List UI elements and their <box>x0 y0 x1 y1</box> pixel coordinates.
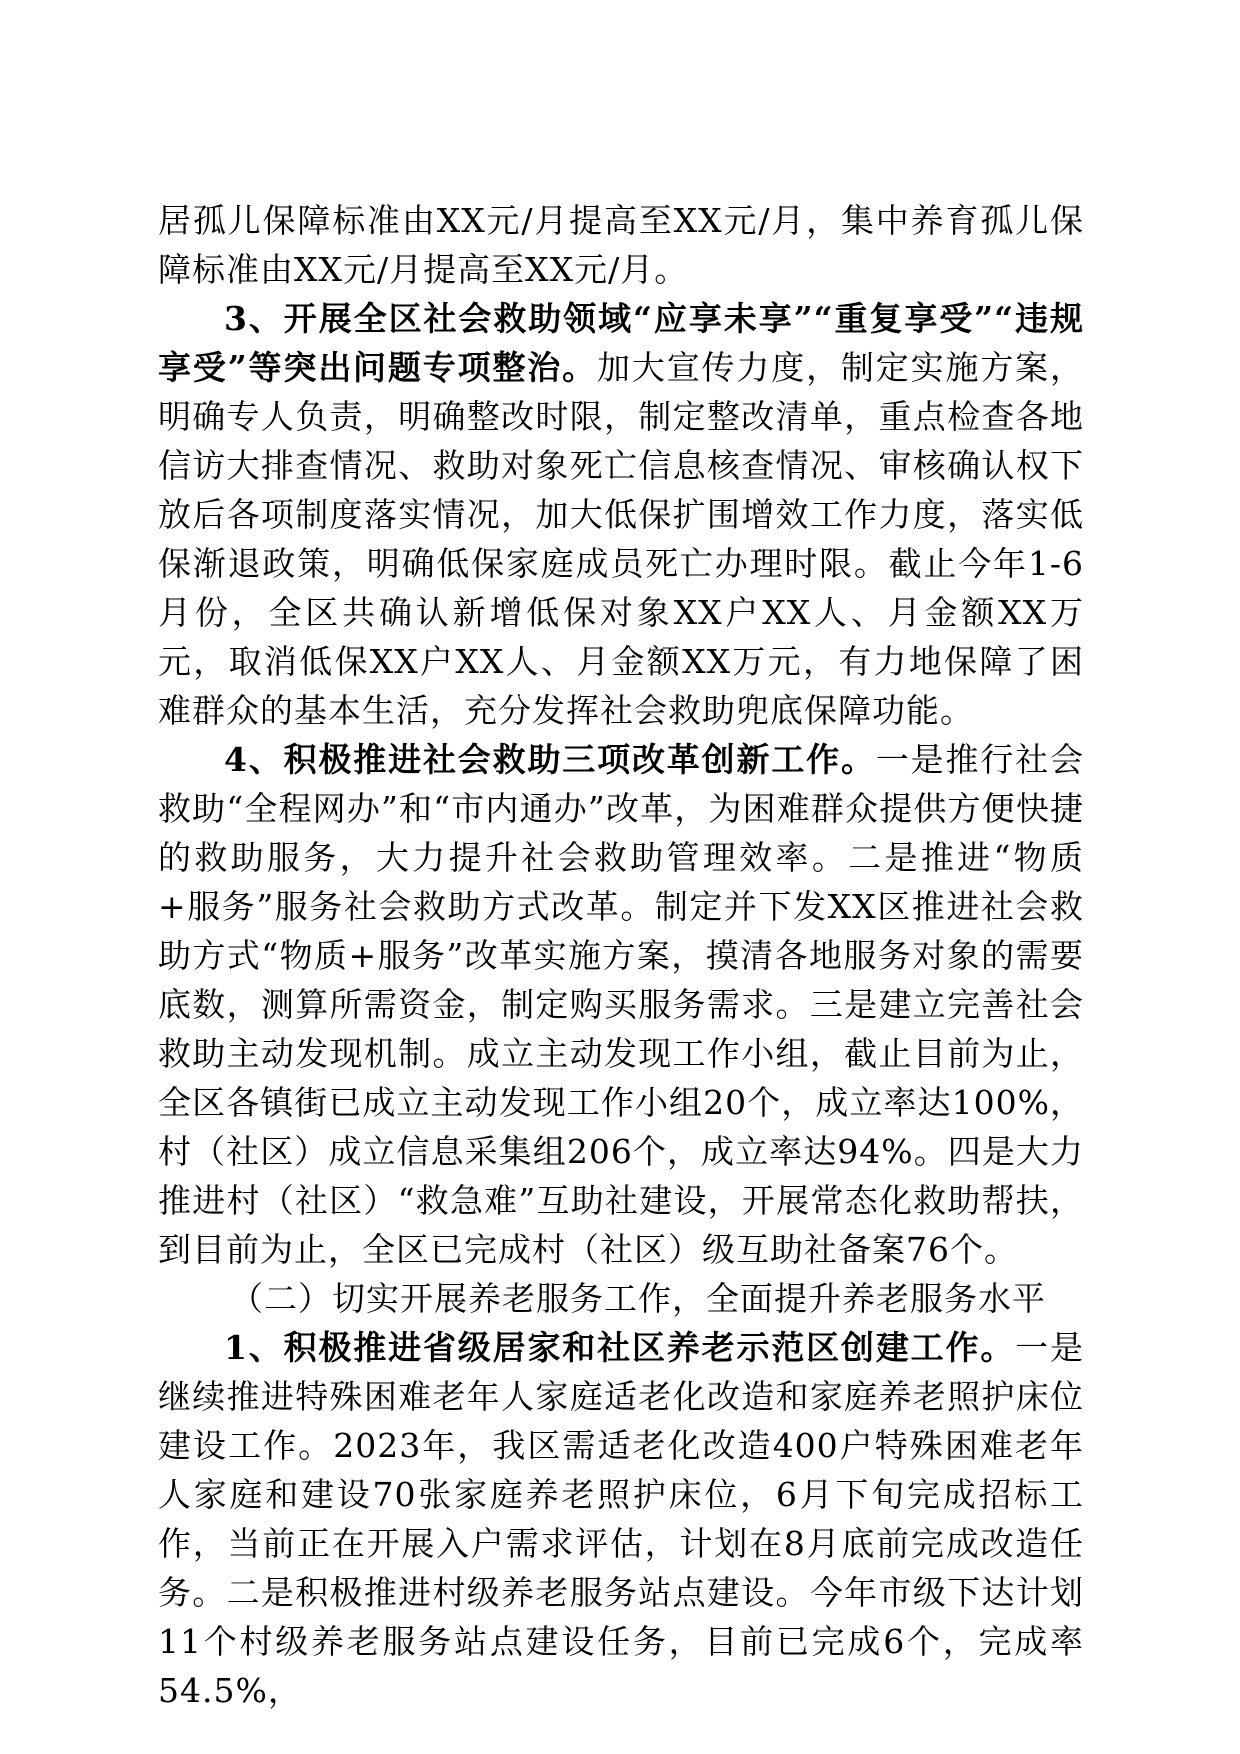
paragraph-body: 一是推行社会救助“全程网办”和“市内通办”改革，为困难群众提供方便快捷的救助服务，大力提升社会救助管理效率。二是推进“物质+服务”服务社会救助方式改革。制定并下发XX区推进社会救助方式“物质+服务”改革实施方案，摸清各地服务对象的需要底数，测算所需资金，制定购买服务需求。三是建立完善社会救助主动发现机制。成立主动发现工作小组，截止目前为止，全区各镇街已成立主动发现工作小组20个，成立率达100%，村（社区）成立信息采集组206个，成立率达94%。四是大力推进村（社区）“救急难”互助社建设，开展常态化救助帮扶，到目前为止，全区已完成村（社区）级互助社备案76个。 <box>158 740 1085 1269</box>
paragraph-body: 加大宣传力度，制定实施方案，明确专人负责，明确整改时限，制定整改清单，重点检查各地信访大排查情况、救助对象死亡信息核查情况、审核确认权下放后各项制度落实情况，加大低保扩围增效工作力度，落实低保渐退政策，明确低保家庭成员死亡办理时限。截止今年1-6月份，全区共确认新增低保对象XX户XX人、月金额XX万元，取消低保XX户XX人、月金额XX万元，有力地保障了困难群众的基本生活，充分发挥社会救助兜底保障功能。 <box>158 348 1085 730</box>
paragraph-special-rectification <box>158 294 1084 735</box>
paragraph-text: 居孤儿保障标准由XX元/月提高至XX元/月，集中养育孤儿保障标准由XX元/月提高至XX元/月。 <box>158 201 1084 289</box>
document-page <box>158 196 1084 1715</box>
section-heading: （二）切实开展养老服务工作，全面提升养老服务水平 <box>230 1279 1046 1318</box>
paragraph-orphan-standard <box>158 196 1084 294</box>
paragraph-body: 一是继续推进特殊困难老年人家庭适老化改造和家庭养老照护床位建设工作。2023年，我区需适老化改造400户特殊困难老年人家庭和建设70张家庭养老照护床位，6月下旬完成招标工作，当前正在开展入户需求评估，计划在8月底前完成改造任务。二是积极推进村级养老服务站点建设。今年市级下达计划11个村级养老服务站点建设任务，目前已完成6个，完成率54.5%， <box>158 1328 1085 1710</box>
paragraph-lead: 4、积极推进社会救助三项改革创新工作。 <box>224 740 876 779</box>
paragraph-reform-innovation <box>158 735 1084 1274</box>
paragraph-lead: 1、积极推进省级居家和社区养老示范区创建工作。 <box>224 1328 1016 1367</box>
paragraph-lead: 3、开展全区社会救助领域“应享未享”“重复享受”“违规享受”等突出问题专项整治。 <box>158 299 1084 387</box>
paragraph-elderly-demonstration <box>158 1323 1084 1715</box>
